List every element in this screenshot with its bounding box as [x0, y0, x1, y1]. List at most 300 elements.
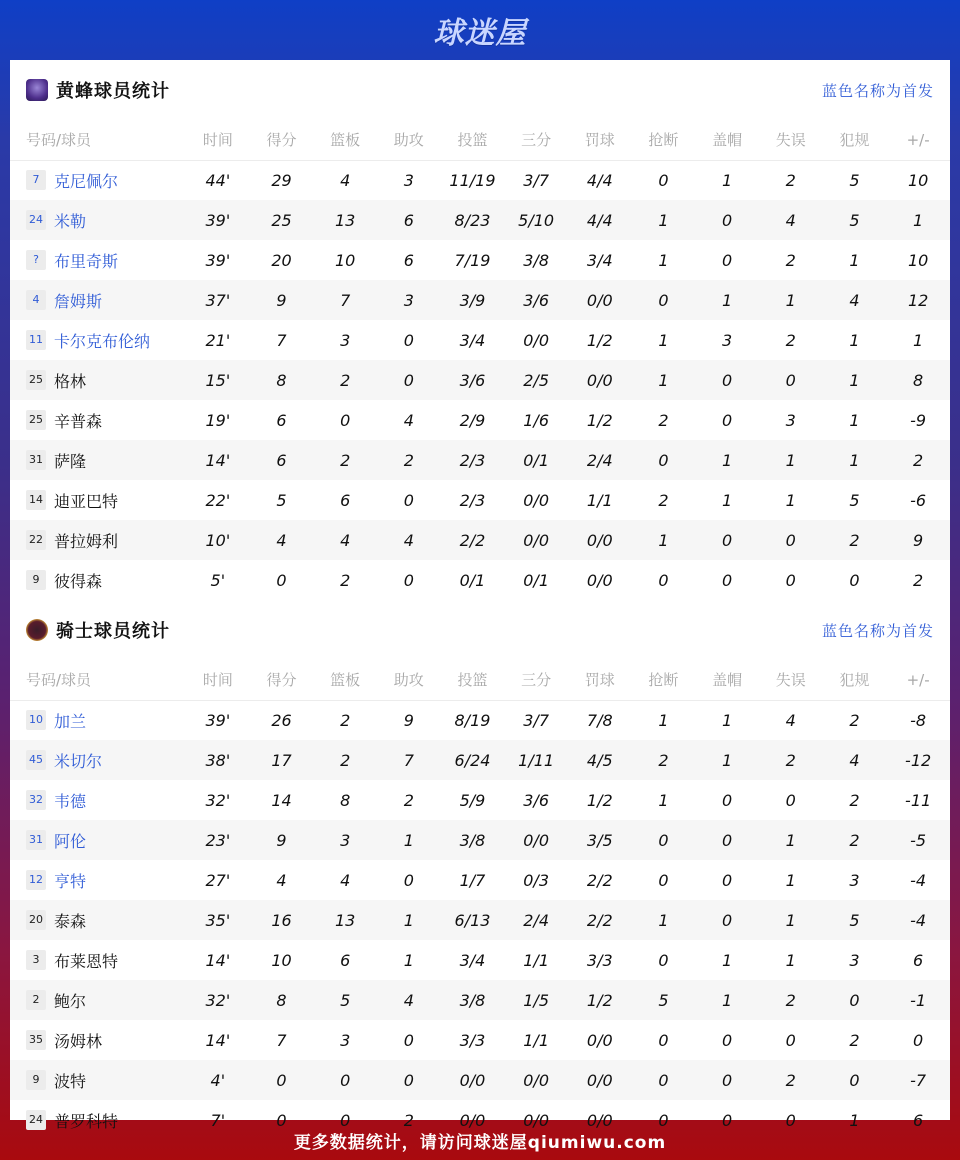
stat-cell: 8/23: [441, 200, 505, 240]
stat-cell: 7/19: [454, 250, 491, 270]
stat-cell: 0: [695, 520, 759, 560]
stat-cell: 3/7: [523, 710, 549, 730]
stat-cell: 0: [377, 360, 441, 400]
player-cell: [10, 1060, 186, 1100]
stat-cell: 0: [695, 820, 759, 860]
stat-cell: 7: [276, 330, 287, 350]
stat-cell: 0: [632, 820, 696, 860]
player-name-link[interactable]: 布莱恩特: [54, 951, 119, 971]
stat-cell: 0: [722, 870, 733, 890]
stat-cell: 1: [849, 1110, 860, 1130]
table-row: [10, 560, 950, 600]
stat-cell: 2/2: [586, 870, 613, 890]
table-row: [10, 200, 950, 240]
stat-cell: 3/8: [441, 980, 505, 1020]
stat-cell: 0: [403, 870, 414, 890]
player-name-link[interactable]: 布里奇斯: [54, 251, 119, 271]
stat-cell: 13: [313, 900, 377, 940]
column-header: 助攻: [377, 660, 441, 700]
stat-cell: 1: [759, 440, 823, 480]
player-cell: [10, 280, 186, 320]
player-name-link[interactable]: 卡尔克布伦纳: [54, 331, 151, 351]
stat-cell: 1: [759, 820, 823, 860]
stat-cell: 35': [186, 900, 250, 940]
stat-cell: 4: [785, 710, 796, 730]
stat-cell: 9: [403, 710, 414, 730]
stat-cell: 14': [205, 1030, 231, 1050]
stat-cell: 0: [722, 790, 733, 810]
stat-cell: 3/7: [523, 170, 549, 190]
stat-cell: 22': [205, 490, 231, 510]
stat-cell: 2/2: [568, 900, 632, 940]
stat-cell: 0: [340, 410, 351, 430]
stat-cell: 3/3: [586, 950, 613, 970]
stat-cell: 0/0: [586, 570, 613, 590]
player-name-link[interactable]: 辛普森: [54, 411, 103, 431]
stat-cell: 1: [632, 900, 696, 940]
stat-cell: 7: [313, 280, 377, 320]
jersey-number-badge: 31: [26, 830, 46, 850]
stat-cell: -1: [886, 980, 950, 1020]
stat-cell: 2: [849, 710, 860, 730]
stat-cell: 9: [250, 820, 314, 860]
player-name-link[interactable]: 汤姆林: [54, 1031, 103, 1051]
stat-cell: 4: [340, 170, 351, 190]
player-cell: [10, 240, 186, 280]
jersey-number-badge: 10: [26, 710, 46, 730]
stat-cell: 14': [186, 440, 250, 480]
player-cell: [10, 940, 186, 980]
stat-cell: 3: [403, 170, 414, 190]
brand-logo: [434, 8, 527, 52]
stat-cell: 1/11: [504, 740, 568, 780]
stat-cell: 19': [205, 410, 231, 430]
stat-cell: 0/0: [504, 520, 568, 560]
stat-cell: 1: [658, 250, 669, 270]
stat-cell: 8: [250, 980, 314, 1020]
stat-cell: 1: [722, 170, 733, 190]
stat-cell: 1: [849, 330, 860, 350]
stat-cell: 1: [695, 280, 759, 320]
stat-cell: 5: [849, 490, 860, 510]
column-header: 号码/球员: [10, 120, 186, 160]
table-row: [10, 860, 950, 900]
stat-cell: 5: [276, 490, 287, 510]
jersey-number-badge: 22: [26, 530, 46, 550]
table-row: [10, 400, 950, 440]
column-header: 罚球: [568, 660, 632, 700]
table-row: [10, 900, 950, 940]
stat-cell: 1: [403, 950, 414, 970]
team-section: [10, 600, 950, 1140]
stat-cell: 0/0: [504, 1060, 568, 1100]
stat-cell: 1/2: [568, 980, 632, 1020]
stat-cell: 1: [849, 250, 860, 270]
stat-cell: 25: [250, 200, 314, 240]
column-header: 得分: [250, 120, 314, 160]
stat-cell: 11/19: [449, 170, 496, 190]
stat-cell: 0/0: [568, 280, 632, 320]
player-cell: [10, 980, 186, 1020]
stat-cell: 1/6: [523, 410, 549, 430]
jersey-number-badge: 9: [26, 570, 46, 590]
player-name-link[interactable]: 萨隆: [54, 451, 87, 471]
column-header: 时间: [186, 660, 250, 700]
stat-cell: 1: [849, 410, 860, 430]
stat-cell: 0/1: [504, 440, 568, 480]
stat-cell: 3/3: [459, 1030, 486, 1050]
stat-cell: 15': [186, 360, 250, 400]
stat-cell: 2: [313, 740, 377, 780]
stat-cell: 1/5: [504, 980, 568, 1020]
stat-cell: 1: [722, 490, 733, 510]
stat-cell: 38': [186, 740, 250, 780]
stat-cell: 0/0: [441, 1060, 505, 1100]
player-cell: [10, 360, 186, 400]
stat-cell: 0: [722, 1030, 733, 1050]
stat-cell: 14: [271, 790, 292, 810]
stat-cell: 17: [250, 740, 314, 780]
stat-cell: 3/9: [441, 280, 505, 320]
jersey-number-badge: ?: [26, 250, 46, 270]
stat-cell: 0: [785, 1030, 796, 1050]
stat-cell: 4: [340, 870, 351, 890]
stat-cell: 1: [722, 950, 733, 970]
stat-cell: 1: [377, 820, 441, 860]
stat-cell: 2: [340, 570, 351, 590]
stat-cell: 1: [632, 360, 696, 400]
stat-cell: 0/0: [523, 490, 549, 510]
stat-cell: 0: [785, 570, 796, 590]
jersey-number-badge: 12: [26, 870, 46, 890]
stat-cell: 1: [913, 330, 924, 350]
jersey-number-badge: 35: [26, 1030, 46, 1050]
player-name-link[interactable]: 詹姆斯: [54, 291, 103, 311]
stat-cell: 0: [313, 1060, 377, 1100]
stat-cell: 3/5: [568, 820, 632, 860]
stat-cell: 9: [886, 520, 950, 560]
player-name-link[interactable]: 泰森: [54, 911, 87, 931]
stat-cell: -5: [886, 820, 950, 860]
stat-cell: 2: [913, 570, 924, 590]
jersey-number-badge: 32: [26, 790, 46, 810]
stat-cell: 0: [759, 360, 823, 400]
stat-cell: 2: [785, 330, 796, 350]
table-row: [10, 440, 950, 480]
stat-cell: 0/0: [504, 820, 568, 860]
stat-cell: 3: [849, 950, 860, 970]
stat-cell: 6: [377, 200, 441, 240]
stat-cell: 0/0: [568, 360, 632, 400]
stat-cell: -6: [910, 490, 927, 510]
stat-cell: 10: [907, 250, 929, 270]
starter-legend-note: 蓝色名称为首发: [821, 81, 934, 100]
stat-cell: 0: [695, 1060, 759, 1100]
stat-cell: 13: [313, 200, 377, 240]
player-name-link[interactable]: 韦德: [54, 791, 87, 811]
stat-cell: 5: [313, 980, 377, 1020]
player-name-link[interactable]: 彼得森: [54, 571, 103, 591]
stat-cell: 1: [695, 440, 759, 480]
jersey-number-badge: 11: [26, 330, 46, 350]
column-header: 得分: [250, 660, 314, 700]
stat-cell: 3/8: [523, 250, 549, 270]
player-name-link[interactable]: 加兰: [54, 711, 87, 731]
stat-cell: 3: [340, 330, 351, 350]
stat-cell: 1: [759, 280, 823, 320]
stat-cell: 6: [403, 250, 414, 270]
stat-cell: 10': [186, 520, 250, 560]
stat-cell: 0: [658, 870, 669, 890]
player-name-link[interactable]: 鲍尔: [54, 991, 87, 1011]
stat-cell: 0: [658, 950, 669, 970]
stat-cell: 0: [759, 520, 823, 560]
player-name-link[interactable]: 米勒: [54, 211, 87, 231]
stat-cell: 39': [205, 250, 231, 270]
stat-cell: 2: [785, 250, 796, 270]
jersey-number-badge: 14: [26, 490, 46, 510]
jersey-number-badge: 31: [26, 450, 46, 470]
stat-cell: 2/4: [504, 900, 568, 940]
player-name-link[interactable]: 迪亚巴特: [54, 491, 119, 511]
stat-cell: 3: [785, 410, 796, 430]
stat-cell: 3/6: [504, 280, 568, 320]
player-cell: [10, 480, 186, 520]
player-cell: [10, 740, 186, 780]
column-header: 助攻: [377, 120, 441, 160]
table-row: [10, 1020, 950, 1060]
stat-cell: 1/1: [586, 490, 613, 510]
stat-cell: 26: [271, 710, 292, 730]
table-row: [10, 360, 950, 400]
stat-cell: 2: [632, 740, 696, 780]
stat-cell: 2: [658, 490, 669, 510]
stat-cell: 3/6: [441, 360, 505, 400]
stat-cell: 0: [658, 570, 669, 590]
team-header: [10, 600, 950, 660]
stat-cell: 7: [377, 740, 441, 780]
stat-cell: 14': [205, 950, 231, 970]
stat-cell: 0: [823, 1060, 887, 1100]
column-header: 罚球: [568, 120, 632, 160]
brand-name: 球迷屋: [433, 16, 527, 51]
stat-cell: 0: [632, 280, 696, 320]
stat-cell: 2: [340, 710, 351, 730]
table-row: [10, 700, 950, 740]
stat-cell: 0: [785, 790, 796, 810]
stat-cell: 2/2: [441, 520, 505, 560]
stat-cell: 2/3: [459, 490, 486, 510]
stat-cell: 2: [849, 790, 860, 810]
stat-cell: 32': [205, 790, 231, 810]
stat-cell: 1: [658, 790, 669, 810]
stat-cell: 2: [403, 790, 414, 810]
player-name-link[interactable]: 米切尔: [54, 751, 103, 771]
stat-cell: -9: [910, 410, 927, 430]
table-header-row: [10, 120, 950, 160]
team-title-group: [26, 77, 170, 103]
column-header: 失误: [759, 120, 823, 160]
jersey-number-badge: 9: [26, 1070, 46, 1090]
stat-cell: 7': [210, 1110, 226, 1130]
stat-cell: 1/2: [586, 410, 613, 430]
column-header: 投篮: [441, 660, 505, 700]
stat-cell: 0: [658, 1030, 669, 1050]
stat-cell: 1: [377, 900, 441, 940]
footer-link-text[interactable]: 更多数据统计，请访问球迷屋qiumiwu.com: [293, 1132, 667, 1153]
player-name-link[interactable]: 克尼佩尔: [54, 171, 119, 191]
stat-cell: 12: [886, 280, 950, 320]
stat-cell: 1: [632, 520, 696, 560]
stat-cell: 3/8: [441, 820, 505, 860]
table-row: [10, 1060, 950, 1100]
stat-cell: 0/3: [523, 870, 549, 890]
column-header: +/-: [886, 120, 950, 160]
stat-cell: 6: [276, 410, 287, 430]
player-name-link[interactable]: 亨特: [54, 871, 87, 891]
player-cell: [10, 400, 186, 440]
stat-cell: 3: [377, 280, 441, 320]
stat-cell: 16: [250, 900, 314, 940]
table-row: [10, 980, 950, 1020]
column-header: 盖帽: [695, 660, 759, 700]
stat-cell: -4: [886, 900, 950, 940]
stat-cell: 0/0: [586, 1030, 613, 1050]
table-row: [10, 940, 950, 980]
stat-cell: 32': [186, 980, 250, 1020]
stat-cell: 4: [823, 280, 887, 320]
stat-cell: 6: [913, 1110, 924, 1130]
stat-cell: 1: [823, 440, 887, 480]
column-header: 三分: [504, 660, 568, 700]
stat-cell: 0/0: [523, 330, 549, 350]
stat-cell: 2: [658, 410, 669, 430]
stat-cell: 44': [205, 170, 231, 190]
stat-cell: 10: [907, 170, 929, 190]
stat-cell: 6: [340, 490, 351, 510]
stat-cell: 4: [313, 520, 377, 560]
stat-cell: 6: [913, 950, 924, 970]
player-cell: [10, 560, 186, 600]
stat-cell: 3/6: [523, 790, 549, 810]
column-header: 抢断: [632, 120, 696, 160]
stat-cell: 2: [886, 440, 950, 480]
stat-cell: -7: [886, 1060, 950, 1100]
stat-cell: 0: [722, 1110, 733, 1130]
stat-cell: 0: [632, 1060, 696, 1100]
column-header: 抢断: [632, 660, 696, 700]
stat-cell: 1: [695, 980, 759, 1020]
table-row: [10, 240, 950, 280]
jersey-number-badge: 20: [26, 910, 46, 930]
stat-cell: 0: [913, 1030, 924, 1050]
stat-cell: 3: [722, 330, 733, 350]
footer-banner[interactable]: [0, 1120, 960, 1160]
stat-cell: 1: [759, 900, 823, 940]
jersey-number-badge: 2: [26, 990, 46, 1010]
stat-cell: 3/4: [459, 330, 486, 350]
player-cell: [10, 160, 186, 200]
stat-cell: 3/4: [586, 250, 613, 270]
top-banner: [0, 0, 960, 60]
team-section: [10, 60, 950, 600]
stat-cell: 1/1: [523, 1030, 549, 1050]
stat-cell: 3: [849, 870, 860, 890]
stat-cell: 0: [658, 1110, 669, 1130]
stat-cell: 4: [377, 980, 441, 1020]
table-row: [10, 780, 950, 820]
stat-cell: 5': [210, 570, 226, 590]
stat-cell: 23': [186, 820, 250, 860]
stat-cell: 1: [658, 330, 669, 350]
stat-cell: 2/4: [568, 440, 632, 480]
player-stats-table: [10, 660, 950, 1140]
stat-cell: 1: [632, 200, 696, 240]
player-name-link[interactable]: 阿伦: [54, 831, 87, 851]
stat-cell: 4: [377, 520, 441, 560]
player-cell: [10, 900, 186, 940]
stat-cell: 37': [186, 280, 250, 320]
player-cell: [10, 860, 186, 900]
stat-cell: 0: [658, 170, 669, 190]
stat-cell: 1/2: [586, 330, 613, 350]
stat-cell: 2/3: [441, 440, 505, 480]
team-header: [10, 60, 950, 120]
stat-cell: 2: [313, 360, 377, 400]
jersey-number-badge: 24: [26, 1110, 46, 1130]
column-header: 时间: [186, 120, 250, 160]
stat-cell: 2: [377, 440, 441, 480]
cavaliers-logo-icon: [26, 619, 48, 641]
stat-cell: 6: [250, 440, 314, 480]
column-header: 失误: [759, 660, 823, 700]
stat-cell: 0: [823, 980, 887, 1020]
stat-cell: 0/0: [568, 520, 632, 560]
player-name-link[interactable]: 普罗科特: [54, 1111, 119, 1131]
table-row: [10, 820, 950, 860]
player-stats-table: [10, 120, 950, 600]
player-name-link[interactable]: 波特: [54, 1071, 87, 1091]
stat-cell: 4': [186, 1060, 250, 1100]
table-header-row: [10, 660, 950, 700]
table-row: [10, 160, 950, 200]
stat-cell: 0: [722, 410, 733, 430]
player-cell: [10, 520, 186, 560]
stat-cell: 0: [340, 1110, 351, 1130]
stat-cell: 0: [849, 570, 860, 590]
stat-cell: -12: [886, 740, 950, 780]
stat-cell: 6/24: [441, 740, 505, 780]
stat-cell: 0/0: [568, 1060, 632, 1100]
stat-cell: 0: [250, 1060, 314, 1100]
stat-cell: 2: [823, 520, 887, 560]
column-header: 犯规: [823, 120, 887, 160]
stat-cell: -4: [910, 870, 927, 890]
stat-cell: 1/2: [586, 790, 613, 810]
team-title: 骑士球员统计: [56, 621, 170, 642]
team-title-group: [26, 617, 170, 643]
stat-cell: 4/5: [568, 740, 632, 780]
stat-cell: 0: [695, 200, 759, 240]
player-name-link[interactable]: 格林: [54, 371, 87, 391]
stat-cell: 20: [271, 250, 292, 270]
stat-cell: 5: [849, 170, 860, 190]
stat-cell: 1: [785, 870, 796, 890]
jersey-number-badge: 24: [26, 210, 46, 230]
stat-cell: 4: [276, 870, 287, 890]
table-row: [10, 320, 950, 360]
player-name-link[interactable]: 普拉姆利: [54, 531, 119, 551]
